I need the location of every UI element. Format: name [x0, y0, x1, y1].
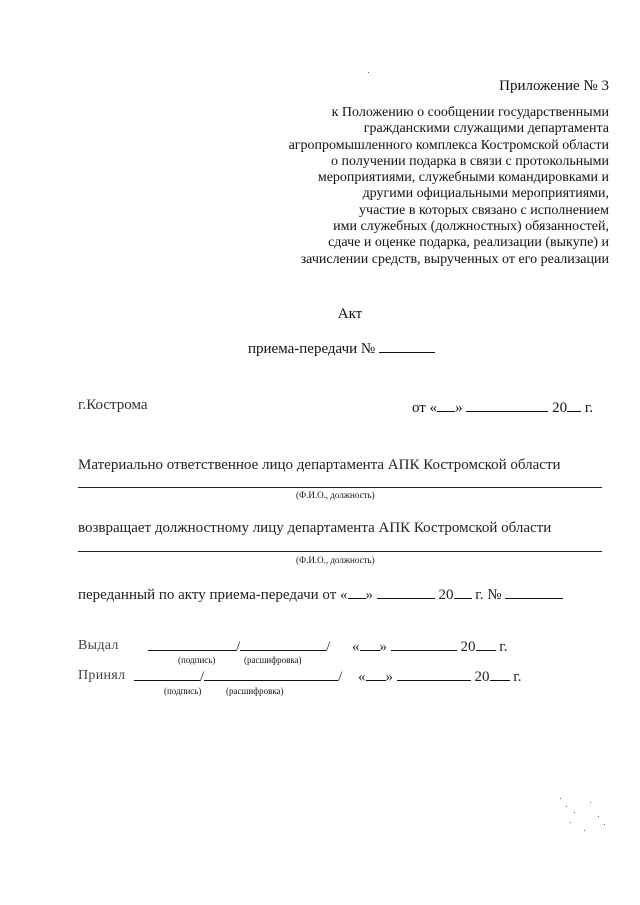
issued-month-field[interactable] — [391, 636, 457, 651]
act-date-line — [412, 397, 593, 417]
received-day-field[interactable] — [366, 666, 386, 681]
received-label: Принял — [78, 668, 126, 683]
returns-text: возвращает должностному лицу департамента АПК Костромской области — [78, 520, 552, 536]
date-open-quote: от « — [412, 400, 438, 416]
appendix-title: Приложение № 3 — [499, 78, 609, 94]
act-subtitle — [248, 338, 435, 358]
issued-close-quote: » — [379, 639, 387, 655]
scan-speckle-dot — [368, 72, 369, 73]
act-subtitle-text: приема-передачи № — [248, 341, 376, 357]
issued-name-field[interactable] — [240, 636, 326, 651]
transferred-month-field[interactable] — [377, 584, 435, 599]
transferred-year-suffix: г. № — [475, 587, 502, 603]
received-signature-caption: (подпись) — [164, 686, 202, 696]
received-year-prefix: 20 — [474, 669, 490, 685]
received-month-field[interactable] — [397, 666, 471, 681]
received-year-field[interactable] — [490, 666, 510, 681]
responsible-caption: (Ф.И.О., должность) — [296, 490, 375, 500]
responsible-text: Материально ответственное лицо департамента АПК Костромской области — [78, 457, 561, 473]
received-signature-field[interactable] — [134, 666, 200, 681]
transferred-line — [78, 584, 563, 604]
received-signature-line: / / — [134, 666, 342, 686]
scan-speckle-dot — [590, 802, 591, 803]
returns-caption: (Ф.И.О., должность) — [296, 555, 375, 565]
received-date-line — [358, 666, 521, 686]
scan-speckle-dot — [570, 822, 571, 823]
returns-name-field[interactable] — [78, 551, 602, 552]
responsible-name-field[interactable] — [78, 487, 602, 488]
issued-year-prefix: 20 — [460, 639, 476, 655]
issued-day-field[interactable] — [360, 636, 380, 651]
transferred-number-field[interactable] — [505, 584, 563, 599]
date-month-field[interactable] — [466, 397, 548, 412]
appendix-line: другими официальными мероприятиями, — [362, 186, 609, 202]
issued-signature-caption: (подпись) — [178, 655, 216, 665]
appendix-line: к Положению о сообщении государственными — [331, 105, 609, 120]
scan-speckle-dot — [566, 806, 567, 807]
issued-year-suffix: г. — [499, 639, 508, 655]
scan-speckle-dot — [598, 816, 599, 817]
appendix-description — [249, 105, 609, 268]
received-open-quote: « — [358, 669, 366, 685]
transferred-day-field[interactable] — [348, 584, 366, 599]
appendix-line: агропромышленного комплекса Костромской области — [288, 137, 609, 153]
transferred-close-quote: » — [365, 587, 373, 603]
scan-speckle-dot — [604, 824, 605, 825]
appendix-line: о получении подарка в связи с протокольными — [331, 153, 609, 169]
date-close-quote: » — [455, 400, 463, 416]
date-day-field[interactable] — [437, 397, 455, 412]
issued-year-field[interactable] — [476, 636, 496, 651]
appendix-line: гражданскими служащими департамента — [363, 121, 609, 137]
appendix-line: участие в которых связано с исполнением — [359, 202, 609, 218]
appendix-line: зачислении средств, вырученных от его реализации — [300, 251, 609, 267]
issued-name-caption: (расшифровка) — [244, 655, 302, 665]
issued-signature-line: / / — [148, 636, 330, 656]
date-year-prefix: 20 — [552, 400, 568, 416]
transferred-text: переданный по акту приема-передачи от « — [78, 587, 348, 603]
issued-open-quote: « — [352, 639, 360, 655]
appendix-line: сдаче и оценке подарка, реализации (выкупе) и — [328, 235, 609, 251]
received-name-caption: (расшифровка) — [226, 686, 284, 696]
act-number-field[interactable] — [379, 338, 435, 353]
city-label: г.Кострома — [78, 397, 148, 413]
scan-speckle-dot — [560, 798, 561, 799]
appendix-line: мероприятиями, служебными командировками и — [317, 170, 609, 186]
date-year-field[interactable] — [567, 397, 581, 412]
transferred-year-field[interactable] — [454, 584, 472, 599]
act-title: Акт — [337, 306, 363, 322]
scan-speckle-dot — [584, 830, 585, 831]
received-year-suffix: г. — [513, 669, 522, 685]
date-year-suffix: г. — [584, 400, 594, 416]
issued-date-line — [352, 636, 507, 656]
issued-label: Выдал — [78, 638, 119, 653]
scan-speckle-dot — [574, 812, 575, 813]
transferred-year-prefix: 20 — [438, 587, 454, 603]
received-close-quote: » — [385, 669, 393, 685]
appendix-line: ими служебных (должностных) обязанностей, — [333, 219, 609, 235]
issued-signature-field[interactable] — [148, 636, 236, 651]
received-name-field[interactable] — [204, 666, 338, 681]
